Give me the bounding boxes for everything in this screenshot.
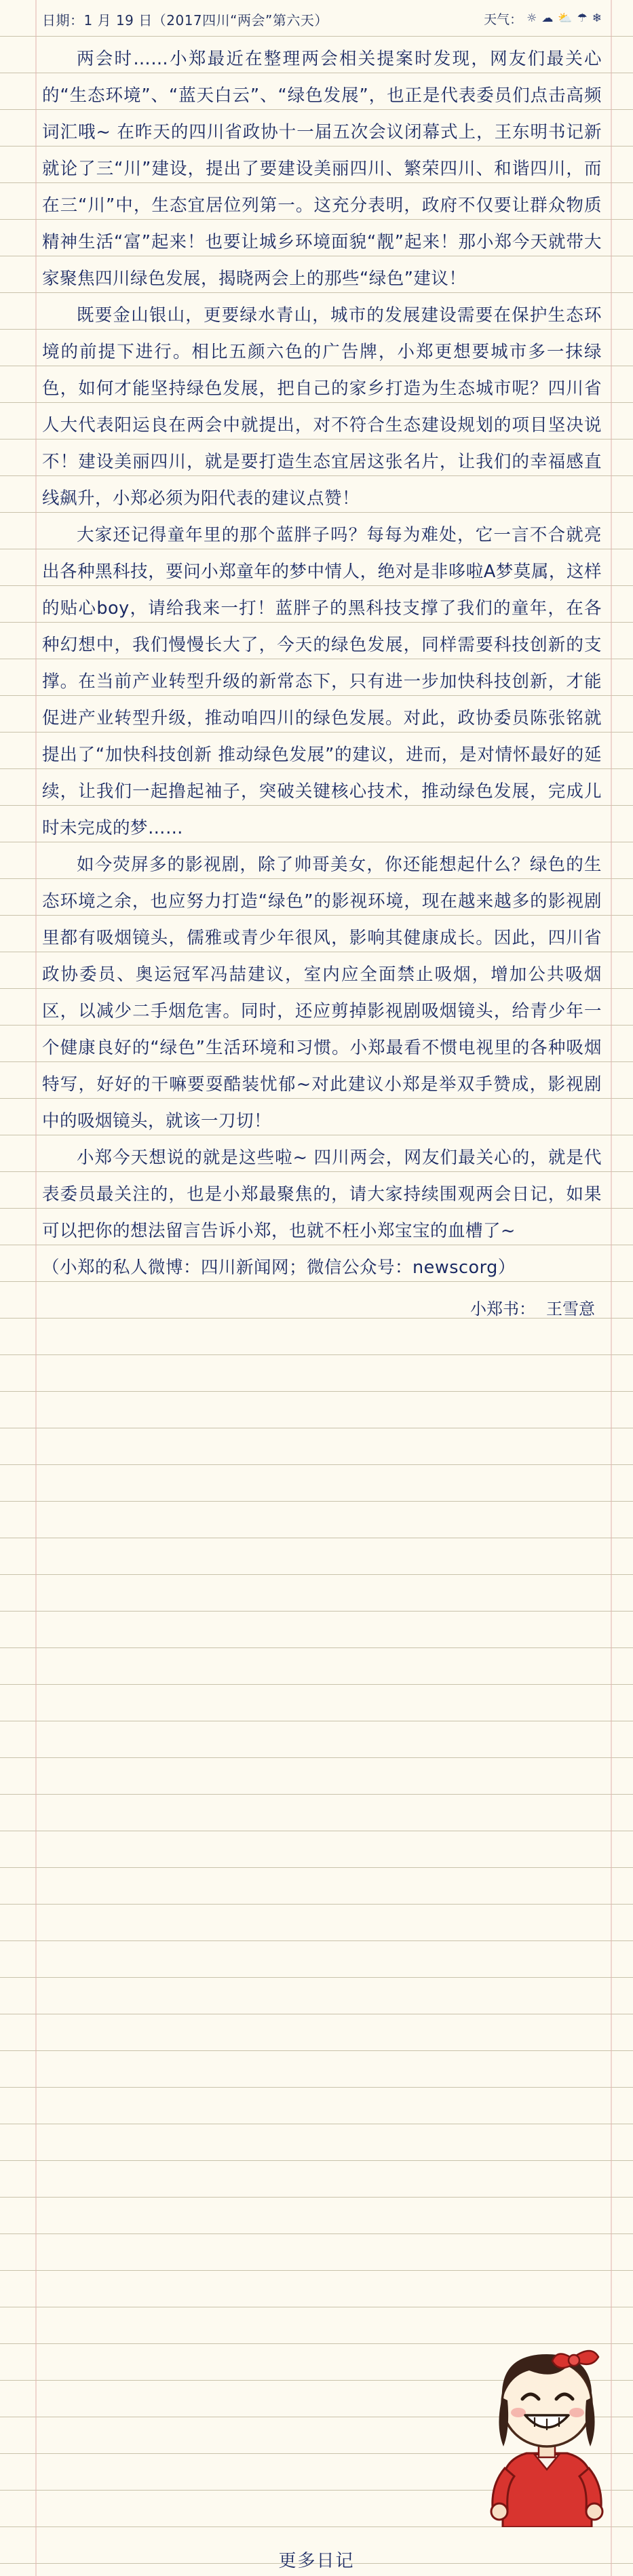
date-label: 日期：1 月 19 日（2017四川“两会”第六天） xyxy=(42,12,328,28)
diary-paragraph: 两会时……小郑最近在整理两会相关提案时发现，网友们最关心的“生态环境”、“蓝天白云”、“绿色发展”，也正是代表委员们点击高频词汇哦~ 在昨天的四川省政协十一届五次会议闭幕式上，王东明书记新就论了三“川”建设，提出了要建设美丽四川、繁荣四川、和谐四川，而在三“川”中，生态宜居位列第一。这充分表明，政府不仅要让群众物质精神生活“富”起来！也要让城乡环境面貌“靓”起来！那小郑今天就带大家聚焦四川绿色发展，揭晓两会上的那些“绿色”建议！ xyxy=(42,49,602,289)
diary-paragraph: 大家还记得童年里的那个蓝胖子吗？每每为难处，它一言不合就亮出各种黑科技，要问小郑童年的梦中情人，绝对是非哆啦A梦莫属，这样的贴心boy，请给我来一打！蓝胖子的黑科技支撑了我们的童年，在各种幻想中，我们慢慢长大了，今天的绿色发展，同样需要科技创新的支撑。在当前产业转型升级的新常态下，只有进一步加快科技创新，才能促进产业转型升级，推动咱四川的绿色发展。对此，政协委员陈张铭就提出了“加快科技创新 推动绿色发展”的建议，进而，是对情怀最好的延续，让我们一起撸起袖子，突破关键核心技术，推动绿色发展，完成儿时未完成的梦…… xyxy=(42,525,602,838)
rain-icon[interactable]: ☂ xyxy=(577,12,588,25)
snow-icon[interactable]: ❄ xyxy=(592,12,602,25)
diary-contact-line: （小郑的私人微博：四川新闻网；微信公众号：newscorg） xyxy=(42,1257,516,1278)
weather-block xyxy=(484,9,602,28)
signature-name: 王雪意 xyxy=(546,1300,595,1319)
diary-header xyxy=(42,0,602,37)
weather-icon-group xyxy=(526,13,602,24)
diary-paragraph: 小郑今天想说的就是这些啦~ 四川两会，网友们最关心的，就是代表委员最关注的，也是小郑最聚焦的，请大家持续围观两会日记，如果可以把你的想法留言告诉小郑，也就不枉小郑宝宝的血槽了~ xyxy=(42,1148,602,1241)
diary-paragraph: 既要金山银山，更要绿水青山，城市的发展建设需要在保护生态环境的前提下进行。相比五颜六色的广告牌，小郑更想要城市多一抹绿色，如何才能坚持绿色发展，把自己的家乡打造为生态城市呢？四川省人大代表阳运良在两会中就提出，对不符合生态建设规划的项目坚决说不！建设美丽四川，就是要打造生态宜居这张名片，让我们的幸福感直线飙升，小郑必须为阳代表的建议点赞！ xyxy=(42,305,602,509)
weather-label: 天气： xyxy=(484,12,523,27)
signature-row xyxy=(42,1295,602,1319)
cartoon-girl-mascot xyxy=(472,2327,618,2527)
diary-body xyxy=(42,41,602,1286)
partly-cloudy-icon[interactable]: ⛅ xyxy=(558,12,573,25)
sun-icon[interactable]: ☼ xyxy=(526,12,537,25)
cloud-icon[interactable]: ☁ xyxy=(541,12,554,25)
diary-paragraph: 如今荧屏多的影视剧，除了帅哥美女，你还能想起什么？绿色的生态环境之余，也应努力打造“绿色”的影视环境，现在越来越多的影视剧里都有吸烟镜头，儒雅或青少年很风，影响其健康成长。因此，四川省政协委员、奥运冠军冯喆建议，室内应全面禁止吸烟，增加公共吸烟区，以减少二手烟危害。同时，还应剪掉影视剧吸烟镜头，给青少年一个健康良好的“绿色”生活环境和习惯。小郑最看不惯电视里的各种吸烟特写，好好的干嘛要耍酷装忧郁~对此建议小郑是举双手赞成，影视剧中的吸烟镜头，就该一刀切！ xyxy=(42,855,602,1131)
signature-label: 小郑书： xyxy=(470,1300,535,1319)
more-diary-link[interactable]: 更多日记 xyxy=(278,2551,355,2571)
